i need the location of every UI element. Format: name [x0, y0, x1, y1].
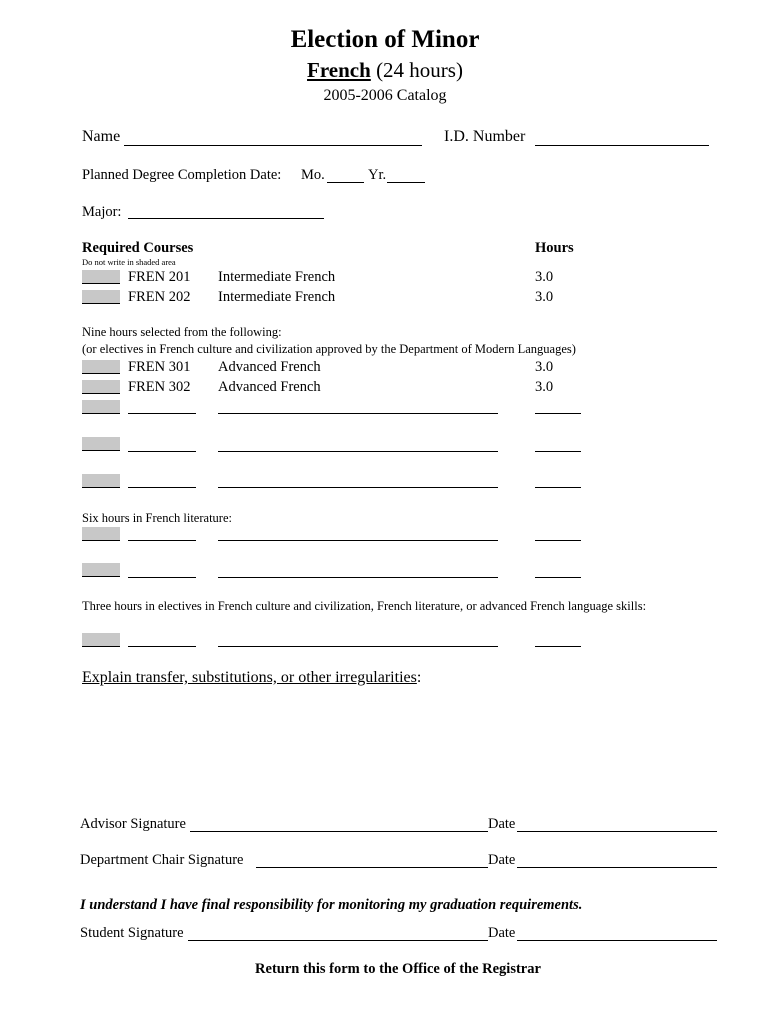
date-label: Date: [488, 852, 516, 868]
course-title-field[interactable]: [218, 646, 498, 647]
course-hours: 3.0: [535, 379, 554, 395]
required-courses-heading: Required Courses: [82, 240, 194, 256]
course-code-field[interactable]: [128, 577, 196, 578]
course-title: Advanced French: [218, 359, 321, 375]
shaded-box: [82, 563, 120, 577]
date-label: Date: [488, 816, 516, 832]
major-label: Major:: [82, 204, 122, 220]
course-hours: 3.0: [535, 269, 554, 285]
shaded-box: [82, 400, 120, 414]
course-title: Intermediate French: [218, 289, 336, 305]
minor-name: French: [307, 58, 371, 82]
advisor-date-field[interactable]: [517, 831, 717, 832]
course-hours-field[interactable]: [535, 413, 581, 414]
explain-label-colon: :: [416, 669, 422, 686]
course-code: FREN 301: [128, 359, 191, 375]
course-hours: 3.0: [535, 289, 554, 305]
shaded-box: [82, 380, 120, 394]
course-code-field[interactable]: [128, 413, 196, 414]
shaded-box: [82, 474, 120, 488]
nine-hours-subheading: (or electives in French culture and civilization approved by the Department of Modern Languages): [82, 342, 576, 356]
student-date-field[interactable]: [517, 940, 717, 941]
chair-signature-field[interactable]: [256, 867, 488, 868]
course-code: FREN 201: [128, 269, 191, 285]
month-label: Mo.: [301, 167, 325, 183]
literature-heading: Six hours in French literature:: [82, 511, 232, 525]
completion-date-label: Planned Degree Completion Date:: [82, 167, 282, 183]
electives-heading: Three hours in electives in French culture and civilization, French literature, or advanced French language skills:: [82, 599, 647, 613]
course-title-field[interactable]: [218, 413, 498, 414]
shaded-box: [82, 633, 120, 647]
course-title-field[interactable]: [218, 540, 498, 541]
year-field[interactable]: [387, 182, 425, 183]
course-hours-field[interactable]: [535, 487, 581, 488]
major-field[interactable]: [128, 218, 324, 219]
course-title-field[interactable]: [218, 577, 498, 578]
id-number-label: I.D. Number: [444, 128, 526, 145]
course-code-field[interactable]: [128, 451, 196, 452]
course-title-field[interactable]: [218, 451, 498, 452]
minor-hours: (24 hours): [376, 58, 463, 82]
shaded-box: [82, 437, 120, 451]
explain-label: [82, 669, 421, 687]
student-signature-field[interactable]: [188, 940, 488, 941]
course-hours-field[interactable]: [535, 540, 581, 541]
course-code-field[interactable]: [128, 540, 196, 541]
course-hours-field[interactable]: [535, 646, 581, 647]
advisor-signature-field[interactable]: [190, 831, 488, 832]
id-number-field[interactable]: [535, 145, 709, 146]
hours-heading: Hours: [535, 240, 574, 256]
advisor-signature-label: Advisor Signature: [80, 816, 186, 832]
shaded-box: [82, 270, 120, 284]
course-code: FREN 302: [128, 379, 191, 395]
student-signature-label: Student Signature: [80, 925, 184, 941]
chair-date-field[interactable]: [517, 867, 717, 868]
course-code-field[interactable]: [128, 646, 196, 647]
name-field[interactable]: [124, 145, 422, 146]
return-instructions: Return this form to the Office of the Registrar: [255, 961, 541, 977]
year-label: Yr.: [368, 167, 387, 183]
course-hours-field[interactable]: [535, 451, 581, 452]
course-title: Advanced French: [218, 379, 321, 395]
course-code-field[interactable]: [128, 487, 196, 488]
date-label: Date: [488, 925, 516, 941]
chair-signature-label: Department Chair Signature: [80, 852, 244, 868]
shaded-area-note: Do not write in shaded area: [82, 257, 176, 267]
shaded-box: [82, 360, 120, 374]
course-code: FREN 202: [128, 289, 191, 305]
month-field[interactable]: [327, 182, 364, 183]
nine-hours-heading: Nine hours selected from the following:: [82, 325, 282, 339]
explain-label-text: Explain transfer, substitutions, or other irregularities: [82, 669, 417, 686]
course-hours-field[interactable]: [535, 577, 581, 578]
shaded-box: [82, 290, 120, 304]
form-title: Election of Minor: [290, 26, 480, 53]
name-label: Name: [82, 128, 121, 145]
course-title-field[interactable]: [218, 487, 498, 488]
responsibility-statement: I understand I have final responsibility for monitoring my graduation requirements.: [80, 897, 583, 913]
catalog-year: 2005-2006 Catalog: [323, 87, 447, 104]
minor-subtitle: [0, 58, 770, 83]
shaded-box: [82, 527, 120, 541]
course-title: Intermediate French: [218, 269, 336, 285]
course-hours: 3.0: [535, 359, 554, 375]
